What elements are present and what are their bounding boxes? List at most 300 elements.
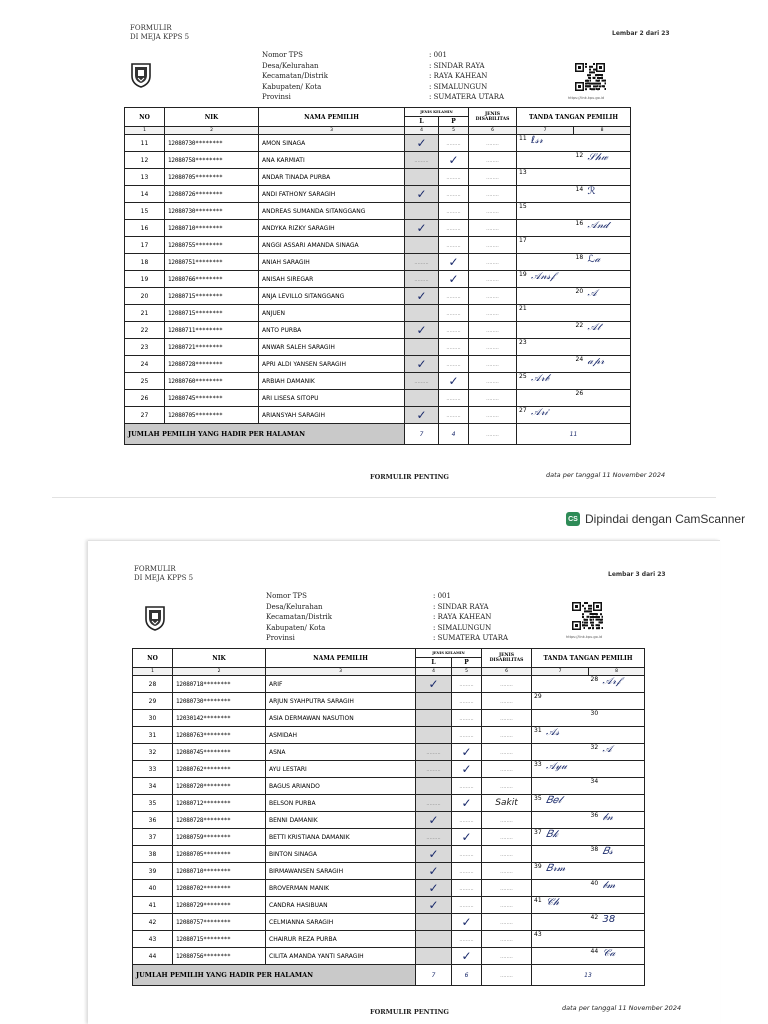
row-nama: BIRMAWANSEN SARAGIH xyxy=(266,863,416,880)
column-number: 8 xyxy=(574,127,631,135)
row-nama: CILITA AMANDA YANTI SARAGIH xyxy=(266,948,416,965)
row-p-value: ......... xyxy=(459,936,474,943)
column-number: 6 xyxy=(469,127,517,135)
row-number: 15 xyxy=(125,203,165,220)
signature-number: 43 xyxy=(534,931,542,938)
signature-cell-right xyxy=(589,761,645,778)
table-row xyxy=(125,305,631,322)
row-gender-p xyxy=(452,897,482,914)
table-row xyxy=(125,322,631,339)
signature-number: 30 xyxy=(590,710,599,717)
row-nama: ANISAH SIREGAR xyxy=(259,271,405,288)
signature-cell-left xyxy=(517,373,574,390)
row-disabilitas xyxy=(469,322,517,339)
row-number: 34 xyxy=(133,778,173,795)
row-disabilitas xyxy=(469,407,517,424)
info-row xyxy=(266,633,526,644)
signature-mark: 𝐵𝓈 xyxy=(602,846,613,857)
info-label: Kecamatan/Distrik xyxy=(262,72,329,80)
disabilitas-value: ........ xyxy=(500,817,513,824)
row-number: 18 xyxy=(125,254,165,271)
signature-cell-right xyxy=(574,203,631,220)
row-gender-l xyxy=(416,829,452,846)
row-nama: ANA KARMIATI xyxy=(259,152,405,169)
column-number-row xyxy=(133,668,645,676)
header-p: P xyxy=(452,658,482,668)
table-row xyxy=(125,356,631,373)
checkmark-icon: ✓ xyxy=(416,357,427,371)
row-nama: ANDAR TINADA PURBA xyxy=(259,169,405,186)
info-label: Nomor TPS xyxy=(262,51,303,59)
row-gender-p xyxy=(439,254,469,271)
row-disabilitas xyxy=(469,339,517,356)
signature-mark: 𝒮𝒽𝓌 xyxy=(587,152,608,163)
camscanner-icon: CS xyxy=(566,512,580,526)
row-p-value: ......... xyxy=(446,361,461,368)
row-disabilitas xyxy=(469,220,517,237)
total-disabilitas xyxy=(469,424,517,445)
row-number: 41 xyxy=(133,897,173,914)
row-number: 27 xyxy=(125,407,165,424)
row-nama: ASNA xyxy=(266,744,416,761)
info-value: : SINDAR RAYA xyxy=(429,61,485,70)
row-disabilitas xyxy=(482,863,532,880)
row-disabilitas xyxy=(482,778,532,795)
signature-number: 20 xyxy=(575,288,584,295)
row-gender-l xyxy=(405,288,439,305)
disabilitas-value: ........ xyxy=(486,378,499,385)
row-nik: 12080710******** xyxy=(173,863,266,880)
row-number: 33 xyxy=(133,761,173,778)
row-nama: ARIF xyxy=(266,676,416,693)
row-number: 14 xyxy=(125,186,165,203)
table-row xyxy=(125,254,631,271)
row-number: 26 xyxy=(125,390,165,407)
row-gender-l xyxy=(405,186,439,203)
row-gender-l xyxy=(416,914,452,931)
signature-cell-left xyxy=(532,897,589,914)
row-nik: 12080728******** xyxy=(165,356,259,373)
total-disabilitas-value: ........ xyxy=(500,972,513,979)
row-disabilitas xyxy=(469,152,517,169)
signature-cell-right xyxy=(574,220,631,237)
signature-number: 40 xyxy=(590,880,599,887)
signature-cell-left xyxy=(517,322,574,339)
info-label: Kecamatan/Distrik xyxy=(266,613,333,621)
signature-number: 27 xyxy=(519,407,527,414)
info-label: Desa/Kelurahan xyxy=(262,61,319,70)
signature-cell-left xyxy=(517,271,574,288)
disabilitas-value: ........ xyxy=(486,174,499,181)
signature-number: 32 xyxy=(590,744,599,751)
column-number: 8 xyxy=(589,668,645,676)
signature-cell-left xyxy=(532,880,589,897)
row-gender-l xyxy=(405,373,439,390)
checkmark-icon: ✓ xyxy=(461,830,472,844)
info-value: : RAYA KAHEAN xyxy=(433,613,492,621)
row-gender-l xyxy=(416,676,452,693)
signature-number: 18 xyxy=(575,254,584,261)
disabilitas-value: ........ xyxy=(500,919,513,926)
table-row xyxy=(125,407,631,424)
row-gender-l xyxy=(405,152,439,169)
checkmark-icon: ✓ xyxy=(416,221,427,235)
disabilitas-value: ........ xyxy=(500,936,513,943)
signature-cell-right xyxy=(589,676,645,693)
row-nik: 12080715******** xyxy=(165,305,259,322)
row-nik: 12080763******** xyxy=(173,727,266,744)
signature-mark: 𝒜𝓈 xyxy=(546,727,560,738)
camscanner-watermark xyxy=(566,512,745,526)
signature-cell-left xyxy=(517,152,574,169)
row-disabilitas xyxy=(482,846,532,863)
row-gender-p xyxy=(439,169,469,186)
table-row xyxy=(125,152,631,169)
row-nama: BROVERMAN MANIK xyxy=(266,880,416,897)
header-no: NO xyxy=(133,649,173,668)
signature-cell-right xyxy=(574,288,631,305)
signature-cell-left xyxy=(532,761,589,778)
info-row xyxy=(266,623,526,634)
signature-cell-left xyxy=(517,186,574,203)
table-row xyxy=(133,761,645,778)
row-p-value: ......... xyxy=(459,902,474,909)
row-nama: BENNI DAMANIK xyxy=(266,812,416,829)
kpu-logo-icon xyxy=(130,62,152,88)
signature-cell-left xyxy=(517,135,574,152)
form-title-line: FORMULIR xyxy=(130,24,172,32)
row-nama: ANWAR SALEH SARAGIH xyxy=(259,339,405,356)
row-p-value: ......... xyxy=(446,293,461,300)
row-nik: 12080730******** xyxy=(165,135,259,152)
table-row xyxy=(133,846,645,863)
row-number: 12 xyxy=(125,152,165,169)
signature-cell-left xyxy=(532,948,589,965)
column-number: 5 xyxy=(452,668,482,676)
signature-cell-left xyxy=(517,407,574,424)
signature-number: 35 xyxy=(534,795,542,802)
signature-cell-left xyxy=(517,288,574,305)
total-sum: 11 xyxy=(517,424,631,445)
disabilitas-value: ........ xyxy=(500,851,513,858)
row-gender-p xyxy=(452,880,482,897)
column-number: 7 xyxy=(532,668,589,676)
row-gender-l xyxy=(416,693,452,710)
signature-cell-left xyxy=(532,727,589,744)
row-number: 19 xyxy=(125,271,165,288)
checkmark-icon: ✓ xyxy=(428,864,439,878)
signature-cell-left xyxy=(532,914,589,931)
column-number: 2 xyxy=(173,668,266,676)
signature-cell-left xyxy=(532,710,589,727)
row-gender-p xyxy=(452,778,482,795)
form-page-2 xyxy=(88,540,720,1024)
signature-cell-right xyxy=(589,846,645,863)
form-title xyxy=(130,24,189,42)
row-number: 30 xyxy=(133,710,173,727)
info-row xyxy=(266,591,526,602)
checkmark-icon: ✓ xyxy=(416,187,427,201)
disabilitas-value: ........ xyxy=(486,208,499,215)
signature-cell-left xyxy=(532,812,589,829)
signature-mark: 𝐵𝓇𝓂 xyxy=(546,863,566,874)
signature-number: 37 xyxy=(534,829,542,836)
row-disabilitas xyxy=(482,727,532,744)
signature-cell-left xyxy=(517,220,574,237)
total-p: 4 xyxy=(439,424,469,445)
signature-cell-right xyxy=(589,812,645,829)
disabilitas-value: ........ xyxy=(486,242,499,249)
table-row xyxy=(133,880,645,897)
qr-code-icon xyxy=(571,601,603,631)
row-nama: AYU LESTARI xyxy=(266,761,416,778)
signature-number: 36 xyxy=(590,812,599,819)
header-p: P xyxy=(439,117,469,127)
table-row xyxy=(133,744,645,761)
disabilitas-value: ........ xyxy=(500,885,513,892)
row-nik: 12080705******** xyxy=(165,407,259,424)
signature-mark: 38 xyxy=(602,914,616,925)
row-disabilitas xyxy=(482,897,532,914)
row-nik: 12080760******** xyxy=(165,373,259,390)
row-nik: 12080702******** xyxy=(173,880,266,897)
row-gender-p xyxy=(452,931,482,948)
row-nik: 12080762******** xyxy=(173,761,266,778)
signature-cell-left xyxy=(517,203,574,220)
row-p-value: ......... xyxy=(446,191,461,198)
checkmark-icon: ✓ xyxy=(448,153,459,167)
disabilitas-value: ........ xyxy=(500,868,513,875)
disabilitas-value: ........ xyxy=(486,310,499,317)
signature-cell-left xyxy=(532,863,589,880)
signature-number: 38 xyxy=(590,846,599,853)
signature-cell-right xyxy=(574,305,631,322)
row-number: 28 xyxy=(133,676,173,693)
row-gender-p xyxy=(452,676,482,693)
table-row xyxy=(125,220,631,237)
signature-cell-right xyxy=(589,710,645,727)
row-gender-p xyxy=(439,305,469,322)
info-value: : SIMALUNGUN xyxy=(429,82,488,91)
signature-number: 42 xyxy=(590,914,599,921)
signature-cell-right xyxy=(589,863,645,880)
row-nama: CELMIANNA SARAGIH xyxy=(266,914,416,931)
disabilitas-value: ........ xyxy=(486,225,499,232)
column-number: 5 xyxy=(439,127,469,135)
disabilitas-value: ........ xyxy=(486,259,499,266)
row-nik: 12080715******** xyxy=(173,931,266,948)
signature-number: 21 xyxy=(519,305,527,312)
row-gender-p xyxy=(439,322,469,339)
disabilitas-value: ........ xyxy=(486,276,499,283)
info-value: : RAYA KAHEAN xyxy=(429,72,488,80)
column-number: 4 xyxy=(416,668,452,676)
row-p-value: ......... xyxy=(459,715,474,722)
total-label: JUMLAH PEMILIH YANG HADIR PER HALAMAN xyxy=(133,965,416,986)
info-row xyxy=(262,92,522,103)
row-gender-p xyxy=(439,220,469,237)
row-gender-p xyxy=(439,271,469,288)
table-row xyxy=(125,271,631,288)
row-nik: 12080766******** xyxy=(165,271,259,288)
table-row xyxy=(133,948,645,965)
row-gender-p xyxy=(439,203,469,220)
row-disabilitas xyxy=(469,390,517,407)
signature-cell-right xyxy=(589,897,645,914)
checkmark-icon: ✓ xyxy=(428,898,439,912)
row-nik: 12080720******** xyxy=(173,778,266,795)
row-gender-l xyxy=(405,356,439,373)
row-gender-p xyxy=(439,339,469,356)
row-gender-p xyxy=(452,829,482,846)
signature-cell-right xyxy=(574,169,631,186)
row-disabilitas xyxy=(482,931,532,948)
row-nik: 12080751******** xyxy=(165,254,259,271)
row-gender-l xyxy=(416,761,452,778)
row-p-value: ......... xyxy=(446,242,461,249)
table-row xyxy=(125,186,631,203)
row-p-value: ......... xyxy=(446,140,461,147)
row-number: 23 xyxy=(125,339,165,356)
row-nama: ANTO PURBA xyxy=(259,322,405,339)
row-nik: 12080758******** xyxy=(165,152,259,169)
row-nik: 12080756******** xyxy=(173,948,266,965)
row-nama: ANJA LEVILLO SITANGGANG xyxy=(259,288,405,305)
row-gender-l xyxy=(405,339,439,356)
signature-mark: 𝒞𝒽 xyxy=(546,897,560,908)
signature-number: 11 xyxy=(519,135,527,142)
signature-cell-left xyxy=(532,931,589,948)
row-disabilitas xyxy=(482,710,532,727)
signature-mark: ℓ𝓈𝓇 xyxy=(531,135,543,146)
disabilitas-value: ........ xyxy=(486,191,499,198)
row-gender-p xyxy=(452,863,482,880)
table-row xyxy=(125,203,631,220)
row-l-value: ......... xyxy=(426,834,441,841)
signature-mark: 𝒜 xyxy=(587,288,597,299)
total-sum: 13 xyxy=(532,965,645,986)
table-row xyxy=(125,373,631,390)
row-gender-l xyxy=(405,407,439,424)
row-disabilitas xyxy=(469,203,517,220)
row-gender-l xyxy=(416,931,452,948)
signature-mark: ℒ𝒶 xyxy=(587,254,601,265)
signature-number: 29 xyxy=(534,693,542,700)
row-gender-l xyxy=(416,710,452,727)
signature-mark: ℛ xyxy=(587,186,596,197)
row-p-value: ......... xyxy=(446,225,461,232)
total-row xyxy=(133,965,645,986)
row-number: 35 xyxy=(133,795,173,812)
row-l-value: ......... xyxy=(426,766,441,773)
signature-number: 22 xyxy=(575,322,584,329)
row-nik: 12080759******** xyxy=(173,829,266,846)
table-row xyxy=(125,169,631,186)
table-row xyxy=(133,812,645,829)
checkmark-icon: ✓ xyxy=(416,408,427,422)
info-label: Kabupaten/ Kota xyxy=(262,82,322,91)
signature-number: 13 xyxy=(519,169,527,176)
signature-number: 33 xyxy=(534,761,542,768)
signature-cell-right xyxy=(589,948,645,965)
row-disabilitas xyxy=(469,305,517,322)
signature-number: 19 xyxy=(519,271,527,278)
table-row xyxy=(133,914,645,931)
row-number: 13 xyxy=(125,169,165,186)
info-value: : 001 xyxy=(429,51,447,59)
table-row xyxy=(125,390,631,407)
signature-cell-left xyxy=(532,778,589,795)
info-value: : SUMATERA UTARA xyxy=(433,634,509,642)
info-row xyxy=(262,61,522,72)
row-nama: ARJUN SYAHPUTRA SARAGIH xyxy=(266,693,416,710)
column-number: 1 xyxy=(125,127,165,135)
row-p-value: ......... xyxy=(446,344,461,351)
row-nik: 12080715******** xyxy=(165,288,259,305)
signature-cell-right xyxy=(589,744,645,761)
tps-info-block xyxy=(262,50,522,103)
row-disabilitas xyxy=(469,186,517,203)
signature-cell-right xyxy=(574,390,631,407)
total-label: JUMLAH PEMILIH YANG HADIR PER HALAMAN xyxy=(125,424,405,445)
row-disabilitas xyxy=(482,761,532,778)
signature-number: 44 xyxy=(590,948,599,955)
disabilitas-value: ........ xyxy=(500,732,513,739)
row-number: 43 xyxy=(133,931,173,948)
row-gender-l xyxy=(405,305,439,322)
footer-formulir-penting: FORMULIR PENTING xyxy=(370,473,449,481)
table-row xyxy=(133,897,645,914)
signature-mark: 𝐵𝓀 xyxy=(546,829,558,840)
row-number: 44 xyxy=(133,948,173,965)
signature-cell-right xyxy=(589,914,645,931)
info-label: Kabupaten/ Kota xyxy=(266,623,326,632)
row-p-value: ......... xyxy=(459,732,474,739)
row-p-value: ......... xyxy=(446,327,461,334)
form-title xyxy=(134,565,193,583)
signature-cell-right xyxy=(589,829,645,846)
kpu-logo-icon xyxy=(144,605,166,631)
row-nik: 12080712******** xyxy=(173,795,266,812)
row-gender-l xyxy=(416,812,452,829)
row-p-value: ......... xyxy=(459,698,474,705)
row-nama: BAGUS ARIANDO xyxy=(266,778,416,795)
table-row xyxy=(125,288,631,305)
row-nik: 12080705******** xyxy=(165,169,259,186)
header-ttd: TANDA TANGAN PEMILIH xyxy=(517,108,631,127)
table-row xyxy=(133,676,645,693)
row-gender-l xyxy=(405,254,439,271)
row-gender-l xyxy=(405,169,439,186)
row-gender-l xyxy=(405,237,439,254)
info-row xyxy=(262,82,522,93)
row-gender-p xyxy=(452,846,482,863)
row-nama: BETTI KRISTIANA DAMANIK xyxy=(266,829,416,846)
row-p-value: ......... xyxy=(446,174,461,181)
signature-cell-left xyxy=(517,237,574,254)
voter-table xyxy=(124,107,631,445)
row-nama: ANIAH SARAGIH xyxy=(259,254,405,271)
checkmark-icon: ✓ xyxy=(461,745,472,759)
column-number: 4 xyxy=(405,127,439,135)
row-number: 20 xyxy=(125,288,165,305)
info-label: Desa/Kelurahan xyxy=(266,602,323,611)
checkmark-icon: ✓ xyxy=(448,255,459,269)
row-gender-l xyxy=(405,390,439,407)
row-nama: ANDYKA RIZKY SARAGIH xyxy=(259,220,405,237)
row-gender-p xyxy=(439,373,469,390)
row-number: 11 xyxy=(125,135,165,152)
